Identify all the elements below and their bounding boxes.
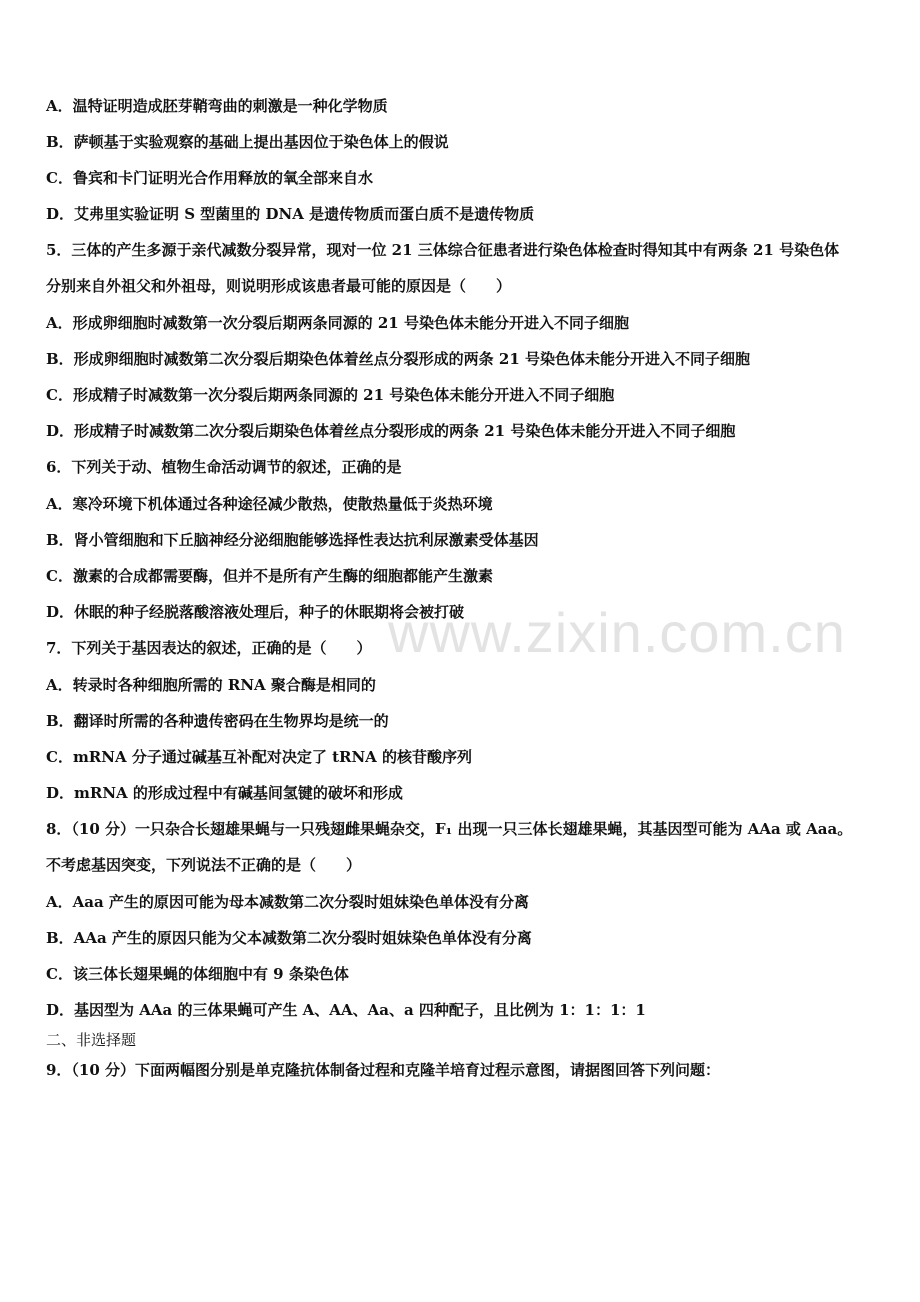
text-line: 二、非选择题	[46, 1031, 137, 1049]
text-line: B．肾小管细胞和下丘脑神经分泌细胞能够选择性表达抗利尿激素受体基因	[46, 531, 539, 549]
text-line: D．mRNA 的形成过程中有碱基间氢键的破坏和形成	[46, 784, 403, 802]
text-line: B．AAa 产生的原因只能为父本减数第二次分裂时姐妹染色单体没有分离	[46, 929, 532, 947]
text-line: B．萨顿基于实验观察的基础上提出基因位于染色体上的假说	[46, 133, 449, 151]
text-line: C．形成精子时减数第一次分裂后期两条同源的 21 号染色体未能分开进入不同子细胞	[46, 386, 615, 404]
text-line: B．形成卵细胞时减数第二次分裂后期染色体着丝点分裂形成的两条 21 号染色体未能分开进入不同子细胞	[46, 350, 751, 368]
watermark: www.zixin.com.cn	[388, 601, 846, 664]
text-line: D．艾弗里实验证明 S 型菌里的 DNA 是遗传物质而蛋白质不是遗传物质	[46, 205, 535, 223]
text-line: C．激素的合成都需要酶，但并不是所有产生酶的细胞都能产生激素	[46, 567, 493, 585]
text-line: 7．下列关于基因表达的叙述，正确的是（ ）	[46, 639, 372, 657]
text-line: A．寒冷环境下机体通过各种途径减少散热，使散热量低于炎热环境	[46, 495, 493, 513]
text-line: C．mRNA 分子通过碱基互补配对决定了 tRNA 的核苷酸序列	[46, 748, 473, 766]
text-line: 8．（10 分）一只杂合长翅雄果蝇与一只残翅雌果蝇杂交，F₁ 出现一只三体长翅雄果蝇，其基因型可能为 AAa 或 Aaa。	[46, 820, 853, 838]
text-line: 9．（10 分）下面两幅图分别是单克隆抗体制备过程和克隆羊培育过程示意图，请据图回答下列问题：	[46, 1061, 721, 1079]
text-line: A．温特证明造成胚芽鞘弯曲的刺激是一种化学物质	[46, 97, 388, 115]
text-line: A．形成卵细胞时减数第一次分裂后期两条同源的 21 号染色体未能分开进入不同子细胞	[46, 314, 629, 332]
text-line: 6．下列关于动、植物生命活动调节的叙述，正确的是	[46, 458, 402, 476]
text-line: 5．三体的产生多源于亲代减数分裂异常，现对一位 21 三体综合征患者进行染色体检查时得知其中有两条 21 号染色体	[46, 241, 840, 259]
text-line: A．Aaa 产生的原因可能为母本减数第二次分裂时姐妹染色单体没有分离	[46, 893, 529, 911]
text-line: D．形成精子时减数第二次分裂后期染色体着丝点分裂形成的两条 21 号染色体未能分开进入不同子细胞	[46, 422, 736, 440]
text-line: D．基因型为 AAa 的三体果蝇可产生 A、AA、Aa、a 四种配子，且比例为 1：1：1：1	[46, 1001, 646, 1019]
text-line: C．鲁宾和卡门证明光合作用释放的氧全部来自水	[46, 169, 373, 187]
text-line: C．该三体长翅果蝇的体细胞中有 9 条染色体	[46, 965, 349, 983]
text-line: 分别来自外祖父和外祖母，则说明形成该患者最可能的原因是（ ）	[46, 277, 512, 295]
text-line: 不考虑基因突变，下列说法不正确的是（ ）	[46, 856, 362, 874]
text-line: D．休眠的种子经脱落酸溶液处理后，种子的休眠期将会被打破	[46, 603, 465, 621]
text-line: B．翻译时所需的各种遗传密码在生物界均是统一的	[46, 712, 389, 730]
text-line: A．转录时各种细胞所需的 RNA 聚合酶是相同的	[46, 676, 376, 694]
